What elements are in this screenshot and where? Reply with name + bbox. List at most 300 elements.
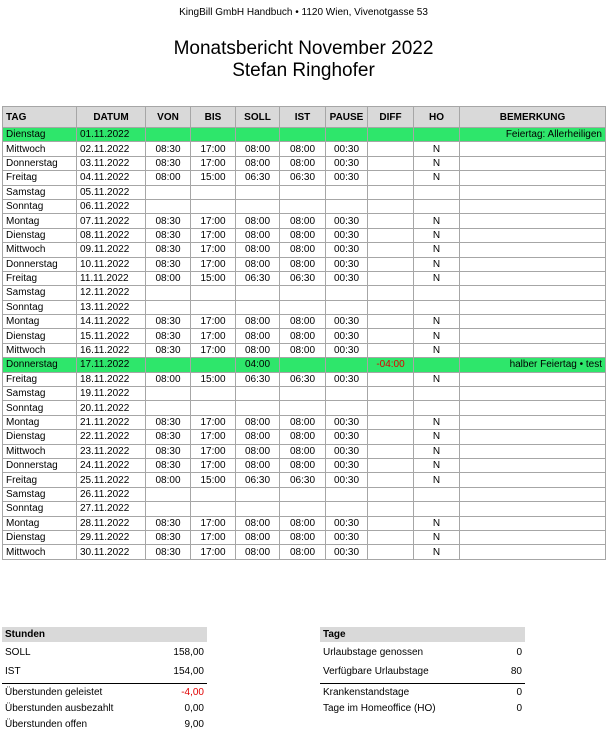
tage-krank-row xyxy=(320,686,525,700)
cell-von: 08:30 xyxy=(146,257,191,271)
cell-bemerkung xyxy=(460,473,606,487)
cell-diff: -04:00 xyxy=(368,358,414,372)
cell-von: 08:30 xyxy=(146,243,191,257)
cell-ist xyxy=(280,358,326,372)
cell-ho xyxy=(414,358,460,372)
table-row xyxy=(3,171,606,185)
cell-ist: 08:00 xyxy=(280,315,326,329)
cell-soll: 08:00 xyxy=(236,257,280,271)
cell-von: 08:30 xyxy=(146,530,191,544)
cell-soll: 08:00 xyxy=(236,228,280,242)
table-header-row xyxy=(3,107,606,128)
stunden-divider xyxy=(2,683,207,684)
cell-von: 08:00 xyxy=(146,171,191,185)
cell-soll: 06:30 xyxy=(236,473,280,487)
cell-soll xyxy=(236,199,280,213)
cell-soll xyxy=(236,300,280,314)
cell-bemerkung xyxy=(460,458,606,472)
tage-title: Tage xyxy=(320,627,525,642)
cell-datum: 20.11.2022 xyxy=(77,401,146,415)
cell-soll: 08:00 xyxy=(236,142,280,156)
cell-tag: Montag xyxy=(3,516,77,530)
cell-pause: 00:30 xyxy=(326,257,368,271)
cell-tag: Mittwoch xyxy=(3,343,77,357)
cell-bemerkung xyxy=(460,156,606,170)
cell-diff xyxy=(368,372,414,386)
cell-bemerkung xyxy=(460,243,606,257)
cell-diff xyxy=(368,257,414,271)
cell-diff xyxy=(368,329,414,343)
cell-ist xyxy=(280,199,326,213)
cell-soll: 08:00 xyxy=(236,343,280,357)
table-row xyxy=(3,516,606,530)
cell-ho: N xyxy=(414,243,460,257)
cell-ist: 06:30 xyxy=(280,372,326,386)
cell-pause: 00:30 xyxy=(326,372,368,386)
cell-datum: 26.11.2022 xyxy=(77,487,146,501)
cell-bemerkung xyxy=(460,372,606,386)
table-row xyxy=(3,401,606,415)
cell-datum: 14.11.2022 xyxy=(77,315,146,329)
cell-bemerkung xyxy=(460,430,606,444)
cell-datum: 19.11.2022 xyxy=(77,387,146,401)
cell-tag: Donnerstag xyxy=(3,358,77,372)
cell-bemerkung xyxy=(460,185,606,199)
cell-ho xyxy=(414,487,460,501)
cell-bis xyxy=(191,401,236,415)
cell-bis: 17:00 xyxy=(191,415,236,429)
cell-diff xyxy=(368,387,414,401)
tage-urlaub-genossen-value: 0 xyxy=(516,647,522,658)
cell-ho: N xyxy=(414,142,460,156)
cell-datum: 21.11.2022 xyxy=(77,415,146,429)
table-row xyxy=(3,372,606,386)
cell-datum: 03.11.2022 xyxy=(77,156,146,170)
cell-tag: Dienstag xyxy=(3,128,77,142)
cell-pause xyxy=(326,300,368,314)
cell-ho: N xyxy=(414,430,460,444)
cell-bemerkung xyxy=(460,199,606,213)
cell-ho: N xyxy=(414,171,460,185)
cell-diff xyxy=(368,156,414,170)
cell-ho xyxy=(414,128,460,142)
table-row xyxy=(3,142,606,156)
cell-tag: Montag xyxy=(3,214,77,228)
cell-bis: 17:00 xyxy=(191,430,236,444)
cell-bis xyxy=(191,502,236,516)
cell-diff xyxy=(368,545,414,559)
cell-bemerkung xyxy=(460,300,606,314)
cell-bemerkung xyxy=(460,257,606,271)
cell-bis xyxy=(191,199,236,213)
cell-datum: 04.11.2022 xyxy=(77,171,146,185)
cell-von: 08:30 xyxy=(146,214,191,228)
cell-ist: 08:00 xyxy=(280,458,326,472)
cell-bemerkung: halber Feiertag • test xyxy=(460,358,606,372)
cell-datum: 23.11.2022 xyxy=(77,444,146,458)
cell-von: 08:00 xyxy=(146,372,191,386)
cell-von: 08:30 xyxy=(146,228,191,242)
cell-ho xyxy=(414,300,460,314)
cell-von xyxy=(146,487,191,501)
cell-tag: Samstag xyxy=(3,487,77,501)
cell-von: 08:30 xyxy=(146,516,191,530)
cell-ist: 08:00 xyxy=(280,228,326,242)
cell-ist xyxy=(280,487,326,501)
cell-ho: N xyxy=(414,415,460,429)
cell-bemerkung xyxy=(460,444,606,458)
cell-ho xyxy=(414,199,460,213)
cell-bis: 17:00 xyxy=(191,458,236,472)
cell-ho: N xyxy=(414,473,460,487)
cell-tag: Samstag xyxy=(3,185,77,199)
table-row xyxy=(3,286,606,300)
stunden-soll-value: 158,00 xyxy=(173,647,204,658)
cell-datum: 10.11.2022 xyxy=(77,257,146,271)
table-row xyxy=(3,300,606,314)
cell-ist: 06:30 xyxy=(280,271,326,285)
cell-soll: 08:00 xyxy=(236,530,280,544)
cell-pause: 00:30 xyxy=(326,444,368,458)
cell-ho: N xyxy=(414,545,460,559)
table-row xyxy=(3,228,606,242)
cell-pause: 00:30 xyxy=(326,530,368,544)
cell-bemerkung xyxy=(460,286,606,300)
col-header-tag: TAG xyxy=(3,107,77,128)
stunden-title: Stunden xyxy=(2,627,207,642)
cell-soll: 08:00 xyxy=(236,156,280,170)
cell-ist xyxy=(280,286,326,300)
cell-ho xyxy=(414,401,460,415)
cell-pause xyxy=(326,128,368,142)
cell-bis: 15:00 xyxy=(191,473,236,487)
stunden-ist-label: IST xyxy=(5,666,21,677)
cell-datum: 01.11.2022 xyxy=(77,128,146,142)
cell-diff xyxy=(368,487,414,501)
cell-pause: 00:30 xyxy=(326,171,368,185)
cell-soll: 06:30 xyxy=(236,171,280,185)
cell-bemerkung: Feiertag: Allerheiligen xyxy=(460,128,606,142)
cell-ho: N xyxy=(414,271,460,285)
cell-bemerkung xyxy=(460,142,606,156)
cell-datum: 09.11.2022 xyxy=(77,243,146,257)
table-row xyxy=(3,430,606,444)
col-header-datum: DATUM xyxy=(77,107,146,128)
cell-bis: 15:00 xyxy=(191,171,236,185)
cell-soll: 08:00 xyxy=(236,315,280,329)
cell-bemerkung xyxy=(460,228,606,242)
col-header-ist: IST xyxy=(280,107,326,128)
table-row xyxy=(3,199,606,213)
table-row xyxy=(3,185,606,199)
cell-diff xyxy=(368,271,414,285)
col-header-bemerkung: BEMERKUNG xyxy=(460,107,606,128)
cell-ho: N xyxy=(414,315,460,329)
cell-ist: 08:00 xyxy=(280,142,326,156)
cell-von xyxy=(146,286,191,300)
cell-von: 08:30 xyxy=(146,156,191,170)
cell-pause xyxy=(326,286,368,300)
stunden-ueber-ausbezahlt-value: 0,00 xyxy=(184,703,204,714)
cell-bis: 17:00 xyxy=(191,545,236,559)
cell-ist xyxy=(280,502,326,516)
table-row xyxy=(3,444,606,458)
cell-von: 08:30 xyxy=(146,142,191,156)
cell-tag: Freitag xyxy=(3,372,77,386)
cell-tag: Donnerstag xyxy=(3,458,77,472)
cell-ist: 08:00 xyxy=(280,329,326,343)
cell-tag: Freitag xyxy=(3,271,77,285)
tage-krank-label: Krankenstandstage xyxy=(323,687,410,698)
cell-bis xyxy=(191,487,236,501)
cell-soll: 08:00 xyxy=(236,516,280,530)
cell-tag: Mittwoch xyxy=(3,545,77,559)
cell-ho xyxy=(414,502,460,516)
cell-datum: 27.11.2022 xyxy=(77,502,146,516)
cell-tag: Donnerstag xyxy=(3,257,77,271)
cell-diff xyxy=(368,401,414,415)
cell-soll xyxy=(236,185,280,199)
col-header-soll: SOLL xyxy=(236,107,280,128)
cell-bis xyxy=(191,358,236,372)
cell-tag: Samstag xyxy=(3,387,77,401)
stunden-soll-row xyxy=(2,646,207,660)
cell-von: 08:30 xyxy=(146,329,191,343)
cell-datum: 12.11.2022 xyxy=(77,286,146,300)
tage-homeoffice-value: 0 xyxy=(516,703,522,714)
cell-soll xyxy=(236,286,280,300)
tage-divider xyxy=(320,683,525,684)
cell-von: 08:30 xyxy=(146,415,191,429)
report-title-month: Monatsbericht November 2022 xyxy=(173,38,434,59)
cell-ist: 08:00 xyxy=(280,530,326,544)
cell-bis: 17:00 xyxy=(191,329,236,343)
cell-von: 08:00 xyxy=(146,473,191,487)
cell-diff xyxy=(368,214,414,228)
cell-pause: 00:30 xyxy=(326,415,368,429)
cell-soll: 08:00 xyxy=(236,214,280,228)
cell-von: 08:30 xyxy=(146,430,191,444)
cell-diff xyxy=(368,171,414,185)
table-row xyxy=(3,329,606,343)
cell-ho xyxy=(414,387,460,401)
cell-diff xyxy=(368,530,414,544)
cell-bemerkung xyxy=(460,387,606,401)
cell-tag: Sonntag xyxy=(3,502,77,516)
cell-ho: N xyxy=(414,156,460,170)
cell-tag: Sonntag xyxy=(3,401,77,415)
cell-pause: 00:30 xyxy=(326,516,368,530)
cell-ist xyxy=(280,401,326,415)
cell-ist: 08:00 xyxy=(280,156,326,170)
cell-bis: 17:00 xyxy=(191,343,236,357)
cell-von xyxy=(146,300,191,314)
cell-bis: 17:00 xyxy=(191,530,236,544)
cell-von xyxy=(146,401,191,415)
report-title-employee: Stefan Ringhofer xyxy=(232,60,375,81)
cell-soll: 08:00 xyxy=(236,545,280,559)
cell-soll xyxy=(236,401,280,415)
cell-tag: Freitag xyxy=(3,171,77,185)
cell-bis xyxy=(191,185,236,199)
cell-ho xyxy=(414,286,460,300)
cell-datum: 22.11.2022 xyxy=(77,430,146,444)
cell-datum: 15.11.2022 xyxy=(77,329,146,343)
cell-bemerkung xyxy=(460,271,606,285)
cell-tag: Montag xyxy=(3,315,77,329)
cell-diff xyxy=(368,243,414,257)
cell-von: 08:30 xyxy=(146,343,191,357)
cell-ist xyxy=(280,185,326,199)
cell-von xyxy=(146,128,191,142)
cell-diff xyxy=(368,228,414,242)
cell-pause xyxy=(326,199,368,213)
table-row xyxy=(3,271,606,285)
cell-pause: 00:30 xyxy=(326,545,368,559)
cell-tag: Dienstag xyxy=(3,228,77,242)
cell-ist: 08:00 xyxy=(280,516,326,530)
cell-ist: 08:00 xyxy=(280,444,326,458)
cell-datum: 28.11.2022 xyxy=(77,516,146,530)
stunden-ueber-geleistet-row xyxy=(2,686,207,700)
cell-datum: 24.11.2022 xyxy=(77,458,146,472)
cell-datum: 06.11.2022 xyxy=(77,199,146,213)
table-row xyxy=(3,530,606,544)
cell-pause: 00:30 xyxy=(326,315,368,329)
tage-urlaub-genossen-row xyxy=(320,646,525,660)
cell-bis: 17:00 xyxy=(191,516,236,530)
cell-ist: 08:00 xyxy=(280,545,326,559)
cell-ist xyxy=(280,300,326,314)
cell-diff xyxy=(368,458,414,472)
table-row xyxy=(3,128,606,142)
cell-diff xyxy=(368,300,414,314)
cell-datum: 07.11.2022 xyxy=(77,214,146,228)
cell-soll: 08:00 xyxy=(236,415,280,429)
table-row xyxy=(3,487,606,501)
cell-von: 08:30 xyxy=(146,545,191,559)
table-row xyxy=(3,315,606,329)
stunden-ueber-offen-row xyxy=(2,718,207,732)
tage-homeoffice-label: Tage im Homeoffice (HO) xyxy=(323,703,436,714)
stunden-ueber-geleistet-label: Überstunden geleistet xyxy=(5,687,103,698)
cell-bemerkung xyxy=(460,343,606,357)
cell-pause: 00:30 xyxy=(326,473,368,487)
cell-ho: N xyxy=(414,228,460,242)
cell-soll: 08:00 xyxy=(236,243,280,257)
stunden-ist-row xyxy=(2,665,207,679)
cell-diff xyxy=(368,286,414,300)
tage-urlaub-verfuegbar-label: Verfügbare Urlaubstage xyxy=(323,666,429,677)
col-header-bis: BIS xyxy=(191,107,236,128)
cell-bis: 15:00 xyxy=(191,372,236,386)
cell-soll: 08:00 xyxy=(236,329,280,343)
stunden-ueber-offen-value: 9,00 xyxy=(184,719,204,730)
cell-ho: N xyxy=(414,329,460,343)
cell-bis: 17:00 xyxy=(191,243,236,257)
cell-bis: 15:00 xyxy=(191,271,236,285)
cell-bis: 17:00 xyxy=(191,315,236,329)
cell-bemerkung xyxy=(460,171,606,185)
stunden-ist-value: 154,00 xyxy=(173,666,204,677)
cell-ist: 08:00 xyxy=(280,243,326,257)
cell-pause: 00:30 xyxy=(326,271,368,285)
cell-pause xyxy=(326,185,368,199)
cell-ho: N xyxy=(414,516,460,530)
tage-homeoffice-row xyxy=(320,702,525,716)
cell-datum: 29.11.2022 xyxy=(77,530,146,544)
cell-bis xyxy=(191,300,236,314)
cell-bis xyxy=(191,286,236,300)
cell-ho: N xyxy=(414,444,460,458)
company-header: KingBill GmbH Handbuch • 1120 Wien, Vivenotgasse 53 xyxy=(179,7,428,18)
cell-pause: 00:30 xyxy=(326,243,368,257)
cell-pause xyxy=(326,487,368,501)
cell-bemerkung xyxy=(460,545,606,559)
cell-tag: Sonntag xyxy=(3,300,77,314)
cell-bis: 17:00 xyxy=(191,257,236,271)
cell-diff xyxy=(368,415,414,429)
cell-datum: 08.11.2022 xyxy=(77,228,146,242)
stunden-soll-label: SOLL xyxy=(5,647,31,658)
table-row xyxy=(3,257,606,271)
cell-von xyxy=(146,199,191,213)
cell-bemerkung xyxy=(460,487,606,501)
cell-bemerkung xyxy=(460,415,606,429)
table-row xyxy=(3,502,606,516)
table-row xyxy=(3,358,606,372)
cell-pause xyxy=(326,387,368,401)
cell-ho xyxy=(414,185,460,199)
cell-diff xyxy=(368,199,414,213)
cell-tag: Dienstag xyxy=(3,329,77,343)
monthly-report-table xyxy=(2,106,606,560)
cell-soll xyxy=(236,387,280,401)
cell-diff xyxy=(368,502,414,516)
cell-pause xyxy=(326,502,368,516)
table-row xyxy=(3,545,606,559)
cell-diff xyxy=(368,142,414,156)
cell-bis: 17:00 xyxy=(191,142,236,156)
cell-bis xyxy=(191,387,236,401)
cell-von xyxy=(146,387,191,401)
cell-tag: Sonntag xyxy=(3,199,77,213)
cell-bemerkung xyxy=(460,214,606,228)
cell-von xyxy=(146,185,191,199)
cell-von xyxy=(146,358,191,372)
table-row xyxy=(3,156,606,170)
cell-diff xyxy=(368,315,414,329)
cell-diff xyxy=(368,473,414,487)
cell-bis: 17:00 xyxy=(191,228,236,242)
cell-ho: N xyxy=(414,343,460,357)
cell-pause xyxy=(326,401,368,415)
cell-ho: N xyxy=(414,214,460,228)
cell-tag: Dienstag xyxy=(3,430,77,444)
cell-bis xyxy=(191,128,236,142)
cell-soll: 08:00 xyxy=(236,430,280,444)
cell-ho: N xyxy=(414,372,460,386)
tage-urlaub-verfuegbar-value: 80 xyxy=(510,666,522,677)
cell-tag: Donnerstag xyxy=(3,156,77,170)
cell-ho: N xyxy=(414,458,460,472)
cell-von: 08:30 xyxy=(146,458,191,472)
cell-tag: Mittwoch xyxy=(3,444,77,458)
table-row xyxy=(3,415,606,429)
table-row xyxy=(3,343,606,357)
table-row xyxy=(3,458,606,472)
cell-ist: 08:00 xyxy=(280,430,326,444)
